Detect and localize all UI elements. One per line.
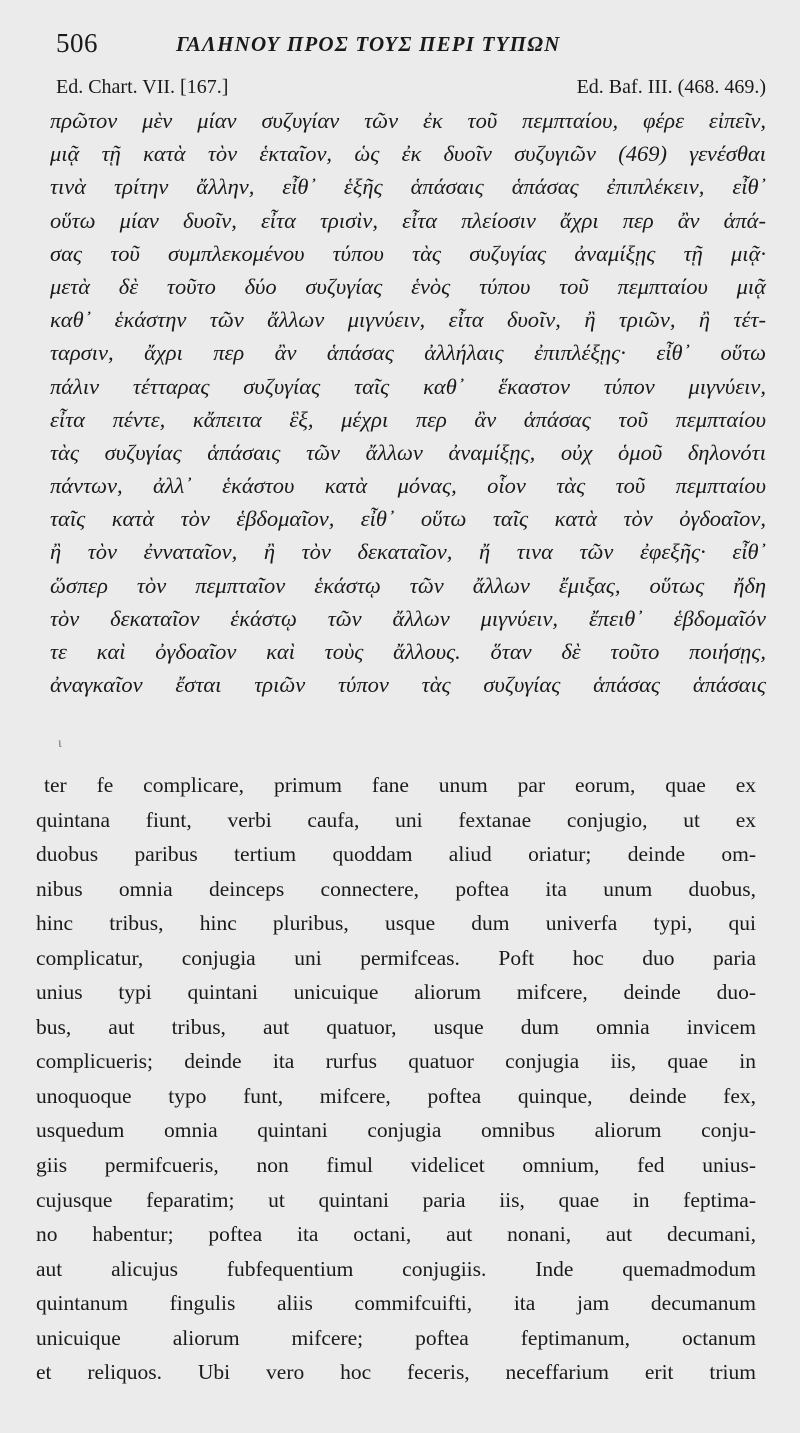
- edition-references: [56, 76, 766, 104]
- greek-text-line: πάλιν τέτταρας συζυγίας ταῖς καθ᾽ ἕκαστον τύπον μιγνύειν,: [50, 373, 766, 399]
- greek-text-line: πάντων, ἀλλ᾽ ἑκάστου κατὰ μόνας, οἷον τὰς τοῦ πεμπταίου: [50, 473, 766, 499]
- greek-text-line: τε καὶ ὀγδοαῖον καὶ τοὺς ἄλλους. ὅταν δὲ τοῦτο ποιήσῃς,: [50, 639, 766, 664]
- running-title: ΓΑΛΗΝΟΥ ΠΡΟΣ ΤΟΥΣ ΠΕΡΙ ΤΥΠΩΝ: [176, 32, 561, 56]
- latin-text-line: unius typi quintani unicuique aliorum mifcere, deinde duo-: [36, 980, 756, 1005]
- latin-text-line: duobus paribus tertium quoddam aliud oriatur; deinde om-: [36, 842, 756, 867]
- greek-text-line: οὕτω μίαν δυοῖν, εἶτα τρισὶν, εἶτα πλείοσιν ἄχρι περ ἂν ἁπά-: [50, 207, 766, 233]
- latin-text-line: bus, aut tribus, aut quatuor, usque dum omnia invicem: [36, 1014, 756, 1039]
- latin-text-line: aut alicujus fubfequentium conjugiis. Inde quemadmodum: [36, 1256, 756, 1281]
- page-number: 506: [56, 28, 98, 58]
- greek-text-block: [50, 104, 766, 701]
- greek-text-line: τὰς συζυγίας ἁπάσαις τῶν ἄλλων ἀναμίξῃς, οὐχ ὁμοῦ δηλονότι: [50, 439, 766, 465]
- edition-reference-basel: Ed. Baf. III. (468. 469.): [576, 76, 766, 98]
- latin-text-line: giis permifcueris, non fimul videlicet omnium, fed unius-: [36, 1153, 756, 1178]
- greek-text-line: ἢ τὸν ἐνναταῖον, ἢ τὸν δεκαταῖον, ἤ τινα τῶν ἐφεξῆς· εἶθ᾽: [50, 539, 766, 565]
- latin-text-line: unoquoque typo funt, mifcere, poftea quinque, deinde fex,: [36, 1083, 756, 1108]
- latin-text-line: quintana fiunt, verbi caufa, uni fextanae conjugio, ut ex: [36, 807, 756, 832]
- latin-text-line: unicuique aliorum mifcere; poftea feptimanum, octanum: [36, 1325, 756, 1350]
- greek-text-line: μιᾷ τῇ κατὰ τὸν ἑκταῖον, ὡς ἐκ δυοῖν συζυγιῶν (469) γενέσθαι: [50, 141, 766, 167]
- greek-text-line: πρῶτον μὲν μίαν συζυγίαν τῶν ἐκ τοῦ πεμπταίου, φέρε εἰπεῖν,: [50, 108, 766, 133]
- latin-text-line: no habentur; poftea ita octani, aut nonani, aut decumani,: [36, 1222, 756, 1247]
- page-header: [56, 28, 762, 62]
- latin-text-block: [36, 768, 756, 1390]
- latin-text-line: cujusque feparatim; ut quintani paria iis, quae in feptima-: [36, 1187, 756, 1212]
- edition-reference-chartier: Ed. Chart. VII. [167.]: [56, 76, 229, 98]
- latin-text-line: complicueris; deinde ita rurfus quatuor conjugia iis, quae in: [36, 1049, 756, 1074]
- latin-text-line: complicatur, conjugia uni permifceas. Poft hoc duo paria: [36, 945, 756, 970]
- latin-text-line: usquedum omnia quintani conjugia omnibus aliorum conju-: [36, 1118, 756, 1143]
- stray-mark: ι: [58, 736, 62, 751]
- greek-text-line: τινὰ τρίτην ἄλλην, εἶθ᾽ ἑξῆς ἁπάσαις ἁπάσας ἐπιπλέκειν, εἶθ᾽: [50, 174, 766, 200]
- greek-text-line: καθ᾽ ἑκάστην τῶν ἄλλων μιγνύειν, εἶτα δυοῖν, ἢ τριῶν, ἢ τέτ-: [50, 307, 766, 333]
- latin-text-line: quintanum fingulis aliis commifcuifti, ita jam decumanum: [36, 1291, 756, 1316]
- greek-text-line: τὸν δεκαταῖον ἑκάστῳ τῶν ἄλλων μιγνύειν, ἔπειθ᾽ ἑβδομαῖόν: [50, 605, 766, 631]
- latin-text-line: et reliquos. Ubi vero hoc feceris, neceffarium erit trium: [36, 1360, 756, 1385]
- greek-text-line: ταρσιν, ἄχρι περ ἂν ἁπάσας ἀλλήλαις ἐπιπλέξῃς· εἶθ᾽ οὕτω: [50, 340, 766, 366]
- latin-text-line: nibus omnia deinceps connectere, poftea ita unum duobus,: [36, 876, 756, 901]
- greek-text-line: ἀναγκαῖον ἔσται τριῶν τύπον τὰς συζυγίας ἁπάσας ἁπάσαις: [50, 672, 766, 698]
- greek-text-line: ταῖς κατὰ τὸν ἑβδομαῖον, εἶθ᾽ οὕτω ταῖς κατὰ τὸν ὀγδοαῖον,: [50, 506, 766, 532]
- latin-text-line: hinc tribus, hinc pluribus, usque dum univerfa typi, qui: [36, 911, 756, 936]
- greek-text-line: ὥσπερ τὸν πεμπταῖον ἑκάστῳ τῶν ἄλλων ἔμιξας, οὕτως ἤδη: [50, 572, 766, 598]
- greek-text-line: σας τοῦ συμπλεκομένου τύπου τὰς συζυγίας ἀναμίξῃς τῇ μιᾷ·: [50, 240, 766, 266]
- greek-text-line: εἶτα πέντε, κἄπειτα ἓξ, μέχρι περ ἂν ἁπάσας τοῦ πεμπταίου: [50, 406, 766, 432]
- greek-text-line: μετὰ δὲ τοῦτο δύο συζυγίας ἑνὸς τύπου τοῦ πεμπταίου μιᾷ: [50, 273, 766, 299]
- latin-text-line: ter fe complicare, primum fane unum par eorum, quae ex: [44, 773, 756, 797]
